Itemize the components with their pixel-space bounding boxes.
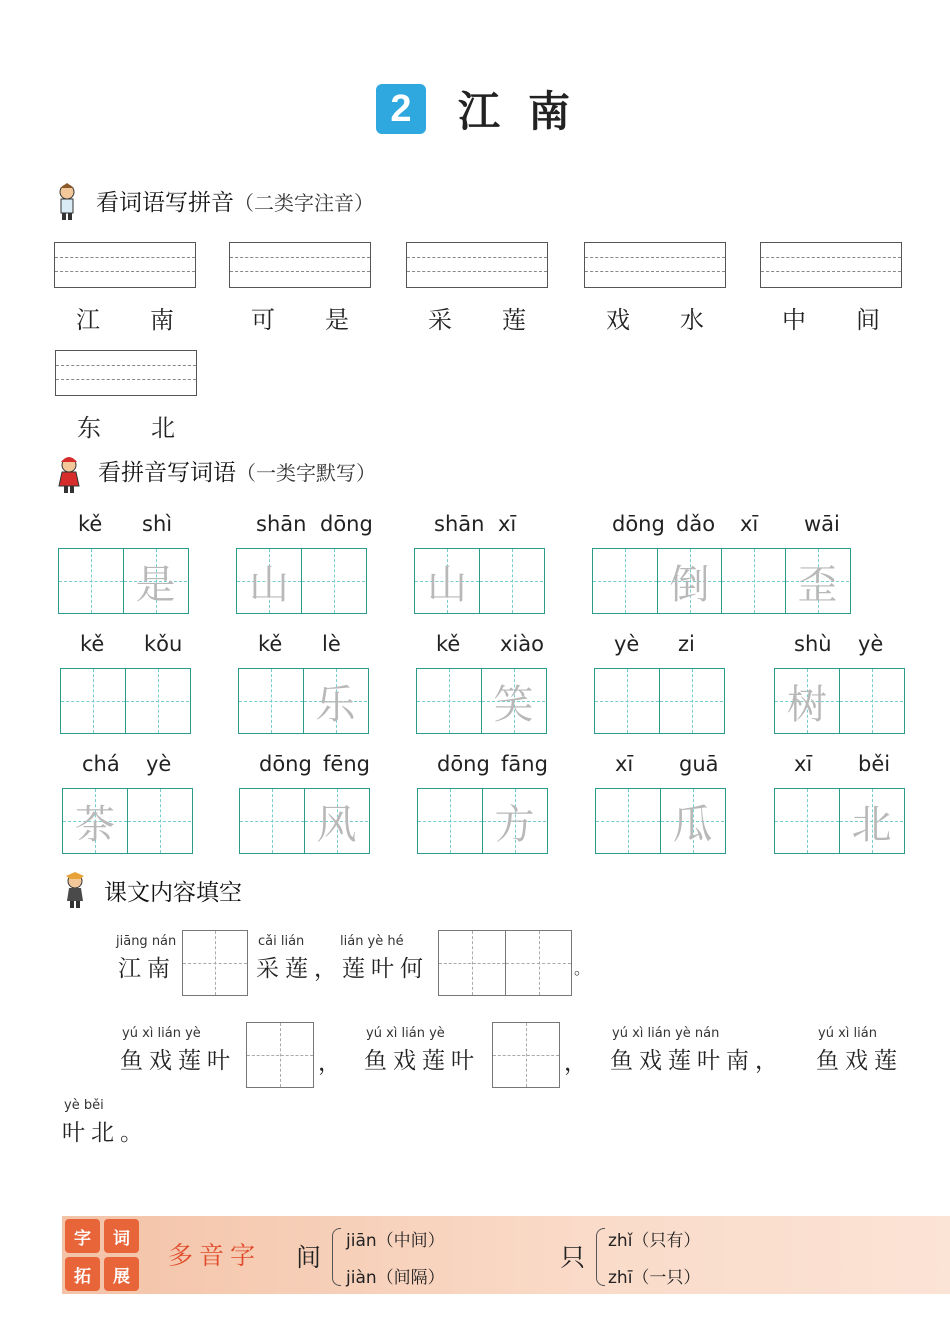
pinyin-label: dōng [259,752,312,776]
text-segment: 鱼戏莲叶 [364,1048,480,1074]
trace-character: 山 [249,561,289,608]
section-1-title-text: 看词语写拼音 [96,190,234,216]
grid-cell[interactable] [240,789,304,853]
word-character: 戏 [606,306,630,334]
text-segment: 鱼戏莲叶南， [610,1048,784,1074]
mascot-icon [54,454,84,494]
trace-character: 瓜 [672,801,713,848]
character-grid[interactable] [417,788,548,854]
grid-cell[interactable] [593,549,657,613]
character-grid[interactable] [60,668,191,734]
pinyin-annotation: yè běi [64,1098,104,1113]
section-1-title [96,188,374,218]
pinyin-label: dōng [612,512,665,536]
grid-cell[interactable] [418,789,482,853]
brace [332,1228,341,1286]
trace-character: 树 [787,681,827,728]
grid-cell[interactable] [657,549,721,613]
pinyin-label: kě [78,512,103,536]
pinyin-label: dōng [437,752,490,776]
character-grid[interactable] [594,668,725,734]
pinyin-answer-box[interactable] [406,242,548,288]
grid-cell[interactable] [721,549,785,613]
lesson-number: 2 [376,84,426,134]
grid-cell[interactable] [415,549,479,613]
pinyin-label: shì [142,512,173,536]
character-grid[interactable] [774,788,905,854]
pinyin-annotation: lián yè hé [340,934,404,949]
grid-cell[interactable] [301,549,365,613]
word-character: 可 [251,306,275,334]
grid-cell[interactable] [123,549,187,613]
text-segment: 叶北。 [62,1120,149,1146]
pinyin-label: běi [858,752,891,776]
polyphone-reading: zhī（一只） [608,1268,701,1288]
pinyin-annotation: yú xì lián yè [366,1026,445,1041]
word-character: 莲 [502,306,526,334]
pinyin-label: guā [679,752,719,776]
character-grid[interactable] [58,548,189,614]
pinyin-label: xī [498,512,517,536]
answer-grid[interactable] [246,1022,314,1088]
grid-cell[interactable] [63,789,127,853]
answer-grid[interactable] [438,930,572,996]
section-2-note: （一类字默写） [236,461,376,485]
pinyin-label: shān [434,512,485,536]
pinyin-label: dǎo [676,512,716,536]
word-character: 南 [150,306,174,334]
character-grid[interactable] [595,788,726,854]
polyphone-label: 多音字 [168,1241,262,1270]
period: 。 [574,959,597,978]
answer-grid[interactable] [492,1022,560,1088]
trace-character: 倒 [669,561,710,608]
pinyin-label: yè [614,632,640,656]
character-grid[interactable] [414,548,545,614]
grid-cell[interactable] [481,669,545,733]
pinyin-answer-box[interactable] [229,242,371,288]
word-character: 是 [325,306,349,334]
pinyin-label: fāng [501,752,548,776]
mascot-icon [60,870,90,910]
trace-character: 笑 [493,681,534,728]
section-1-note: （二类字注音） [234,191,374,215]
character-grid[interactable] [238,668,369,734]
pinyin-label: dōng [320,512,373,536]
pinyin-label: shù [794,632,832,656]
pinyin-answer-box[interactable] [55,350,197,396]
grid-cell[interactable] [482,789,546,853]
tag-char: 字 [65,1219,100,1253]
trace-character: 方 [494,801,535,848]
pinyin-label: kě [258,632,283,656]
trace-character: 乐 [315,681,356,728]
grid-cell[interactable] [660,789,724,853]
trace-character: 是 [135,561,176,608]
polyphone-reading: zhǐ（只有） [608,1231,701,1251]
pinyin-label: lè [322,632,341,656]
pinyin-annotation: yú xì lián [818,1026,877,1041]
pinyin-label: wāi [804,512,840,536]
text-segment: 江南 [118,956,176,982]
answer-grid[interactable] [182,930,248,996]
pinyin-label: chá [82,752,120,776]
grid-cell[interactable] [239,669,303,733]
word-character: 水 [680,306,704,334]
tag-char: 词 [104,1219,139,1253]
word-character: 江 [76,306,100,334]
word-character: 采 [428,306,452,334]
grid-cell[interactable] [237,549,301,613]
grid-cell[interactable] [839,789,903,853]
pinyin-annotation: jiāng nán [116,934,177,949]
lesson-title: 江南 [458,87,599,136]
word-character: 中 [782,306,806,334]
grid-cell[interactable] [595,669,659,733]
tag-char: 拓 [65,1257,100,1291]
character-grid[interactable] [236,548,367,614]
word-character: 东 [77,414,101,442]
pinyin-annotation: yú xì lián yè nán [612,1026,720,1041]
comma: ， [318,1050,347,1076]
grid-cell[interactable] [127,789,191,853]
pinyin-answer-box[interactable] [54,242,196,288]
character-grid[interactable] [774,668,905,734]
trace-character: 风 [316,801,357,848]
text-segment: 莲叶何 [342,956,429,982]
pinyin-label: fēng [323,752,370,776]
tag-char: 展 [104,1257,139,1291]
comma: ， [564,1050,593,1076]
word-character: 间 [856,306,880,334]
pinyin-label: xī [615,752,634,776]
pinyin-label: xī [740,512,759,536]
polyphone-char: 间 [296,1243,322,1272]
grid-cell[interactable] [659,669,723,733]
trace-character: 北 [851,801,892,848]
grid-cell[interactable] [61,669,125,733]
grid-cell[interactable] [785,549,849,613]
text-segment: 鱼戏莲叶 [120,1048,236,1074]
pinyin-annotation: yú xì lián yè [122,1026,201,1041]
character-grid[interactable] [239,788,370,854]
pinyin-label: zi [678,632,695,656]
brace [596,1228,605,1286]
section-2-title-text: 看拼音写词语 [98,460,236,486]
grid-cell[interactable] [304,789,368,853]
pinyin-label: kě [80,632,105,656]
text-segment: 采莲， [256,956,343,982]
pinyin-label: kě [436,632,461,656]
mascot-icon [52,182,82,222]
pinyin-label: kǒu [144,632,183,656]
pinyin-label: yè [858,632,884,656]
expansion-tag [62,1216,142,1294]
character-grid[interactable] [592,548,851,614]
pinyin-label: shān [256,512,307,536]
grid-cell[interactable] [839,669,903,733]
pinyin-label: yè [146,752,172,776]
trace-character: 茶 [75,801,115,848]
grid-cell[interactable] [125,669,189,733]
pinyin-answer-box[interactable] [584,242,726,288]
grid-cell[interactable] [775,789,839,853]
character-grid[interactable] [416,668,547,734]
grid-cell[interactable] [303,669,367,733]
pinyin-label: xiào [500,632,544,656]
section-2-title [98,458,376,488]
polyphone-reading: jiàn（间隔） [346,1268,445,1288]
grid-cell[interactable] [59,549,123,613]
grid-cell[interactable] [596,789,660,853]
word-character: 北 [151,414,175,442]
pinyin-label: xī [794,752,813,776]
trace-character: 山 [427,561,467,608]
grid-cell[interactable] [775,669,839,733]
pinyin-annotation: cǎi lián [258,934,305,949]
character-grid[interactable] [62,788,193,854]
polyphone-reading: jiān（中间） [346,1231,445,1251]
grid-cell[interactable] [479,549,543,613]
polyphone-char: 只 [560,1243,586,1272]
trace-character: 歪 [797,561,838,608]
text-segment: 鱼戏莲 [816,1048,903,1074]
grid-cell[interactable] [417,669,481,733]
section-3-title: 课文内容填空 [104,880,242,906]
pinyin-answer-box[interactable] [760,242,902,288]
